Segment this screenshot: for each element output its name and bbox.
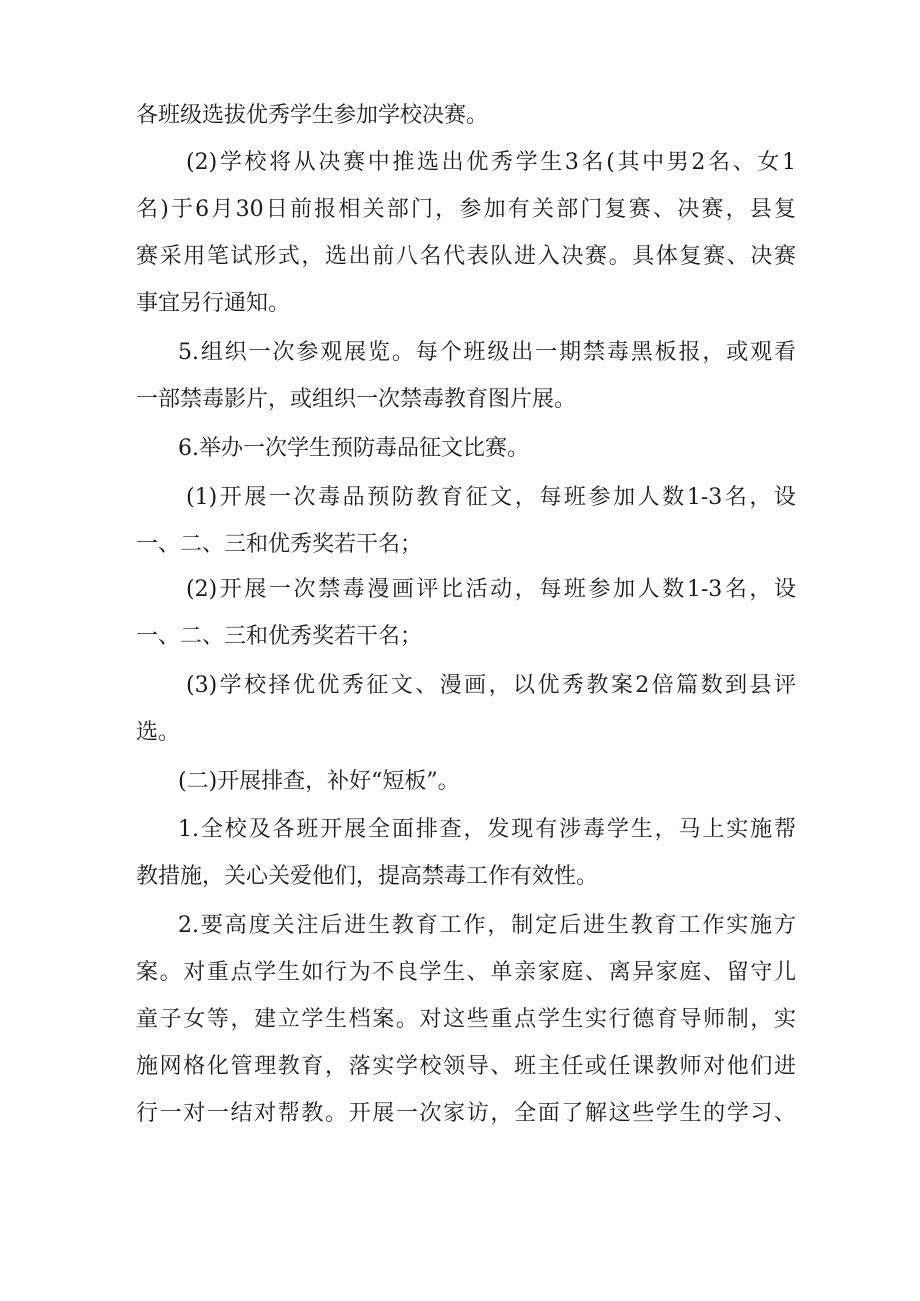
text-line: 教措施，关心关爱他们，提高禁毒工作有效性。 [136,864,599,889]
text-line: 6.举办一次学生预防毒品征文比赛。 [178,436,529,461]
text-line: 2.要高度关注后进生教育工作，制定后进生教育工作实施方 [178,913,796,938]
text-line: 选。 [136,720,181,745]
text-line: (2)开展一次禁毒漫画评比活动，每班参加人数1-3名，设 [186,577,796,602]
text-line: (1)开展一次毒品预防教育征文，每班参加人数1-3名，设 [186,485,796,510]
text-line: 一、二、三和优秀奖若干名； [136,532,423,557]
text-line: (2)学校将从决赛中推选出优秀学生3名(其中男2名、女1 [186,150,796,175]
text-line: 一、二、三和优秀奖若干名； [136,624,423,649]
text-line: 5.组织一次参观展览。每个班级出一期禁毒黑板报，或观看 [178,340,796,365]
text-line: 赛采用笔试形式，选出前八名代表队进入决赛。具体复赛、决赛 [136,244,796,269]
text-line: 各班级选拔优秀学生参加学校决赛。 [136,103,489,128]
text-line: 施网格化管理教育，落实学校领导、班主任或任课教师对他们进 [136,1054,796,1079]
text-line: 案。对重点学生如行为不良学生、单亲家庭、离异家庭、留守儿 [136,960,796,985]
text-line: 1.全校及各班开展全面排查，发现有涉毒学生，马上实施帮 [178,817,796,842]
text-line: (3)学校择优优秀征文、漫画，以优秀教案2倍篇数到县评 [186,673,796,698]
text-line: 事宜另行通知。 [136,291,291,316]
text-line: 一部禁毒影片，或组织一次禁毒教育图片展。 [136,387,577,412]
text-line: 行一对一结对帮教。开展一次家访，全面了解这些学生的学习、 [136,1101,796,1126]
section-heading: (二)开展排查，补好“短板”。 [178,769,460,794]
text-line: 童子女等，建立学生档案。对这些重点学生实行德育导师制，实 [136,1007,796,1032]
text-line: 名)于6月30日前报相关部门，参加有关部门复赛、决赛，县复 [136,197,796,222]
